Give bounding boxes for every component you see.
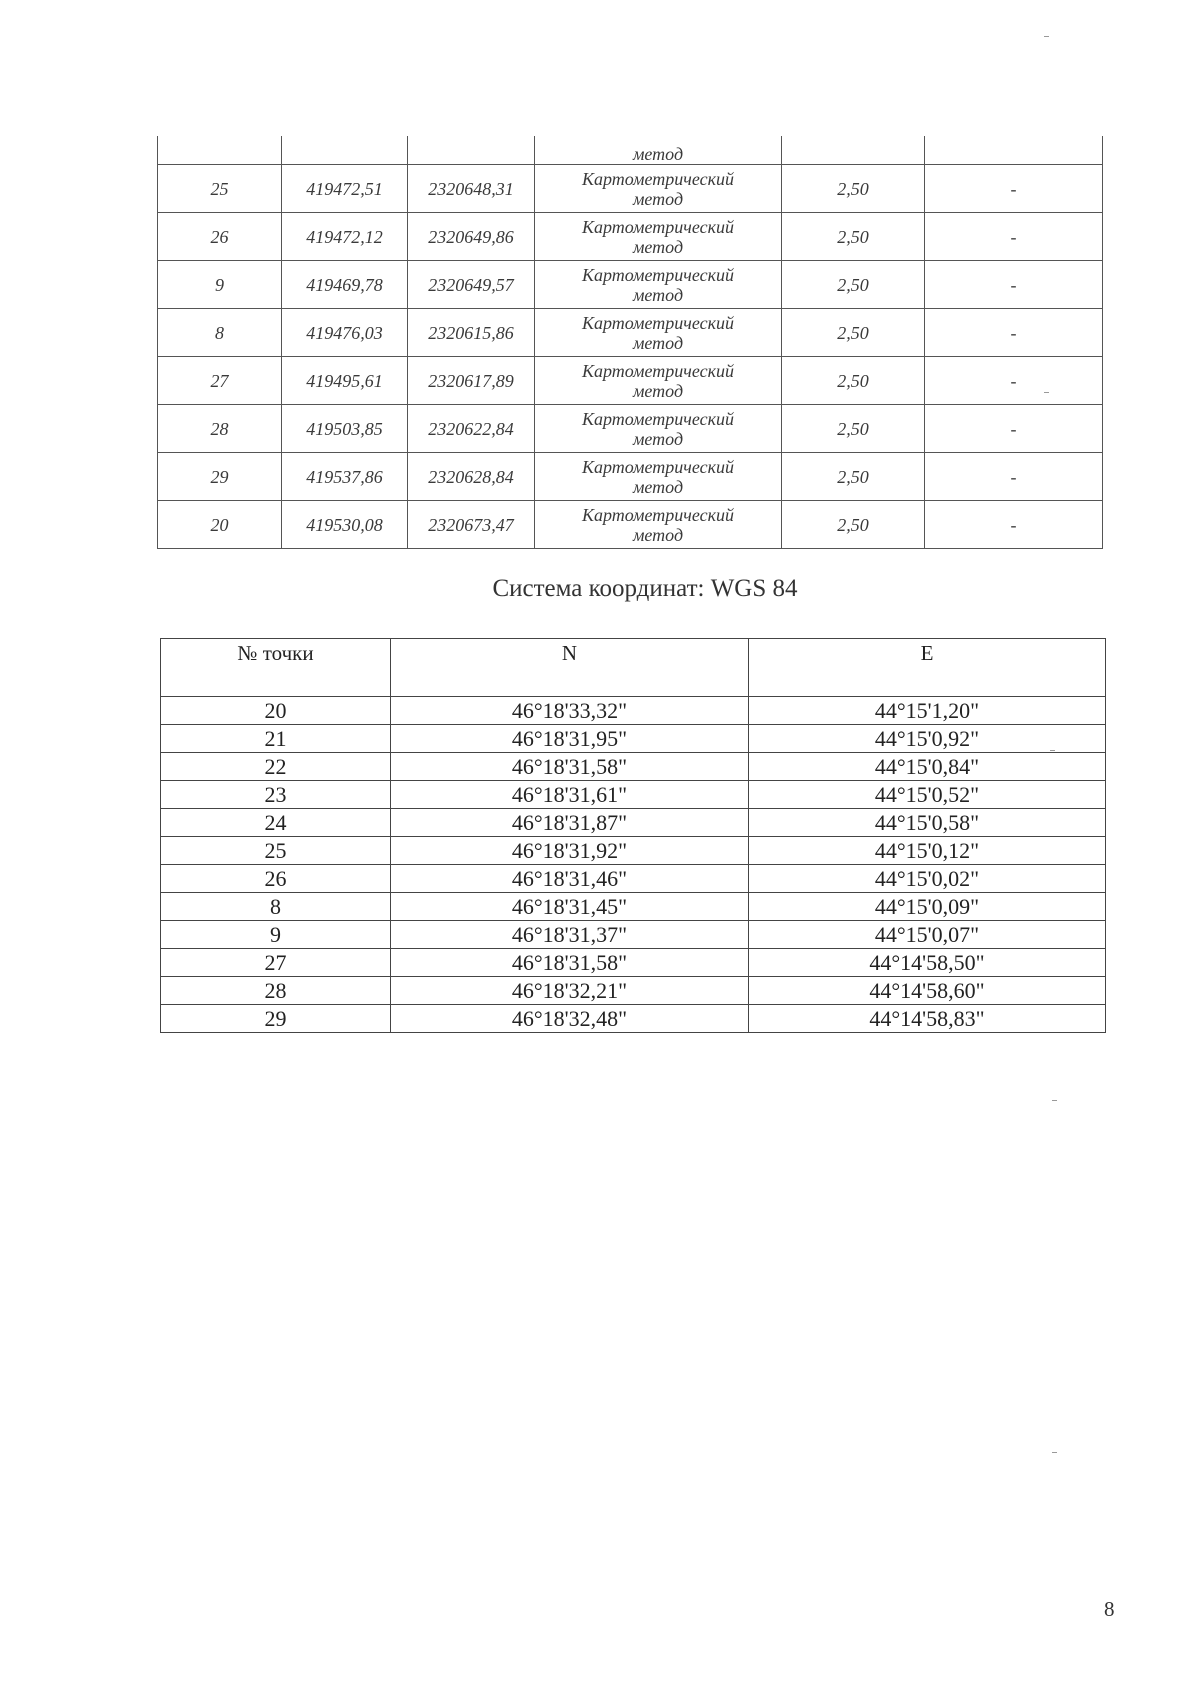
point-number-cell: 23 <box>161 781 391 809</box>
table-cell <box>282 136 408 165</box>
table-row <box>161 893 1106 921</box>
scan-speck <box>1052 1452 1057 1453</box>
method-cell <box>535 405 782 453</box>
scan-speck <box>1052 1100 1057 1101</box>
point-number-cell: 27 <box>158 357 282 405</box>
table-row <box>158 309 1103 357</box>
table-row <box>158 501 1103 549</box>
coordinates-table-body <box>158 136 1103 549</box>
longitude-cell: 44°15'0,07" <box>749 921 1106 949</box>
x-coordinate-cell: 419530,08 <box>282 501 408 549</box>
longitude-cell: 44°14'58,83" <box>749 1005 1106 1033</box>
x-coordinate-cell: 419495,61 <box>282 357 408 405</box>
point-number-cell: 8 <box>161 893 391 921</box>
accuracy-cell: 2,50 <box>782 357 925 405</box>
note-cell: - <box>925 261 1103 309</box>
column-header-e: E <box>749 639 1106 697</box>
scan-speck <box>1044 392 1049 393</box>
point-number-cell: 29 <box>158 453 282 501</box>
table-row <box>161 865 1106 893</box>
longitude-cell: 44°15'0,92" <box>749 725 1106 753</box>
latitude-cell: 46°18'31,87" <box>391 809 749 837</box>
table-row <box>161 809 1106 837</box>
y-coordinate-cell: 2320615,86 <box>408 309 535 357</box>
longitude-cell: 44°14'58,50" <box>749 949 1106 977</box>
point-number-cell: 20 <box>158 501 282 549</box>
point-number-cell: 28 <box>158 405 282 453</box>
accuracy-cell: 2,50 <box>782 309 925 357</box>
point-number-cell: 8 <box>158 309 282 357</box>
page-number: 8 <box>1104 1597 1115 1621</box>
wgs84-table-body <box>161 697 1106 1033</box>
latitude-cell: 46°18'31,95" <box>391 725 749 753</box>
table-row <box>161 977 1106 1005</box>
column-header-point: № точки <box>161 639 391 697</box>
latitude-cell: 46°18'31,37" <box>391 921 749 949</box>
longitude-cell: 44°14'58,60" <box>749 977 1106 1005</box>
table-header-row <box>161 639 1106 697</box>
longitude-cell: 44°15'0,58" <box>749 809 1106 837</box>
longitude-cell: 44°15'0,12" <box>749 837 1106 865</box>
x-coordinate-cell: 419472,12 <box>282 213 408 261</box>
note-cell: - <box>925 357 1103 405</box>
note-cell: - <box>925 453 1103 501</box>
table-row <box>161 697 1106 725</box>
method-line-2: метод <box>632 476 684 497</box>
point-number-cell: 28 <box>161 977 391 1005</box>
point-number-cell: 25 <box>161 837 391 865</box>
latitude-cell: 46°18'31,46" <box>391 865 749 893</box>
method-cell <box>535 261 782 309</box>
point-number-cell: 26 <box>161 865 391 893</box>
accuracy-cell: 2,50 <box>782 261 925 309</box>
x-coordinate-cell: 419537,86 <box>282 453 408 501</box>
note-cell: - <box>925 501 1103 549</box>
method-cell <box>535 309 782 357</box>
table-row <box>161 949 1106 977</box>
x-coordinate-cell: 419469,78 <box>282 261 408 309</box>
y-coordinate-cell: 2320617,89 <box>408 357 535 405</box>
method-line-1: Картометрический <box>581 408 734 429</box>
accuracy-cell: 2,50 <box>782 501 925 549</box>
y-coordinate-cell: 2320649,57 <box>408 261 535 309</box>
coordinates-table-continued <box>157 136 1103 549</box>
point-number-cell: 20 <box>161 697 391 725</box>
method-line-2: метод <box>632 332 684 353</box>
method-line-1: Картометрический <box>581 312 734 333</box>
table-row <box>161 921 1106 949</box>
method-line-2: метод <box>632 188 684 209</box>
table-cell <box>408 136 535 165</box>
table-row <box>161 837 1106 865</box>
point-number-cell: 21 <box>161 725 391 753</box>
method-cell: метод <box>535 136 782 165</box>
point-number-cell: 29 <box>161 1005 391 1033</box>
latitude-cell: 46°18'31,58" <box>391 753 749 781</box>
method-cell <box>535 165 782 213</box>
table-cell <box>158 136 282 165</box>
table-row <box>158 165 1103 213</box>
method-line-1: Картометрический <box>581 456 734 477</box>
method-line-2: метод <box>632 524 684 545</box>
column-header-n: N <box>391 639 749 697</box>
latitude-cell: 46°18'31,45" <box>391 893 749 921</box>
x-coordinate-cell: 419503,85 <box>282 405 408 453</box>
method-line-1: Картометрический <box>581 216 734 237</box>
y-coordinate-cell: 2320628,84 <box>408 453 535 501</box>
method-line-1: Картометрический <box>581 264 734 285</box>
method-cell <box>535 501 782 549</box>
method-cell <box>535 357 782 405</box>
accuracy-cell: 2,50 <box>782 453 925 501</box>
method-line-2: метод <box>632 428 684 449</box>
method-line-2: метод <box>632 380 684 401</box>
longitude-cell: 44°15'1,20" <box>749 697 1106 725</box>
longitude-cell: 44°15'0,09" <box>749 893 1106 921</box>
table-row <box>161 753 1106 781</box>
wgs84-coordinates-table <box>160 638 1106 1033</box>
latitude-cell: 46°18'33,32" <box>391 697 749 725</box>
table-row <box>161 1005 1106 1033</box>
method-cell <box>535 453 782 501</box>
coordinate-system-heading: Система координат: WGS 84 <box>492 575 798 602</box>
latitude-cell: 46°18'31,92" <box>391 837 749 865</box>
method-cell <box>535 213 782 261</box>
point-number-cell: 22 <box>161 753 391 781</box>
scan-speck <box>1050 750 1055 751</box>
note-cell: - <box>925 165 1103 213</box>
table-row <box>158 453 1103 501</box>
continuation-row <box>158 136 1103 165</box>
table-row <box>158 357 1103 405</box>
accuracy-cell: 2,50 <box>782 213 925 261</box>
x-coordinate-cell: 419472,51 <box>282 165 408 213</box>
latitude-cell: 46°18'32,48" <box>391 1005 749 1033</box>
y-coordinate-cell: 2320673,47 <box>408 501 535 549</box>
point-number-cell: 9 <box>158 261 282 309</box>
point-number-cell: 9 <box>161 921 391 949</box>
latitude-cell: 46°18'32,21" <box>391 977 749 1005</box>
latitude-cell: 46°18'31,61" <box>391 781 749 809</box>
table-cell <box>782 136 925 165</box>
latitude-cell: 46°18'31,58" <box>391 949 749 977</box>
note-cell: - <box>925 309 1103 357</box>
point-number-cell: 27 <box>161 949 391 977</box>
note-cell: - <box>925 405 1103 453</box>
point-number-cell: 26 <box>158 213 282 261</box>
table-row <box>158 405 1103 453</box>
y-coordinate-cell: 2320622,84 <box>408 405 535 453</box>
accuracy-cell: 2,50 <box>782 405 925 453</box>
x-coordinate-cell: 419476,03 <box>282 309 408 357</box>
point-number-cell: 24 <box>161 809 391 837</box>
table-row <box>158 213 1103 261</box>
accuracy-cell: 2,50 <box>782 165 925 213</box>
longitude-cell: 44°15'0,84" <box>749 753 1106 781</box>
scan-speck <box>1044 36 1049 37</box>
method-line-1: Картометрический <box>581 168 734 189</box>
method-line-1: Картометрический <box>581 360 734 381</box>
longitude-cell: 44°15'0,02" <box>749 865 1106 893</box>
y-coordinate-cell: 2320648,31 <box>408 165 535 213</box>
point-number-cell: 25 <box>158 165 282 213</box>
table-row <box>161 725 1106 753</box>
longitude-cell: 44°15'0,52" <box>749 781 1106 809</box>
table-row <box>161 781 1106 809</box>
method-line-2: метод <box>632 284 684 305</box>
table-cell <box>925 136 1103 165</box>
y-coordinate-cell: 2320649,86 <box>408 213 535 261</box>
method-line-1: Картометрический <box>581 504 734 525</box>
method-line-2: метод <box>632 236 684 257</box>
note-cell: - <box>925 213 1103 261</box>
table-row <box>158 261 1103 309</box>
